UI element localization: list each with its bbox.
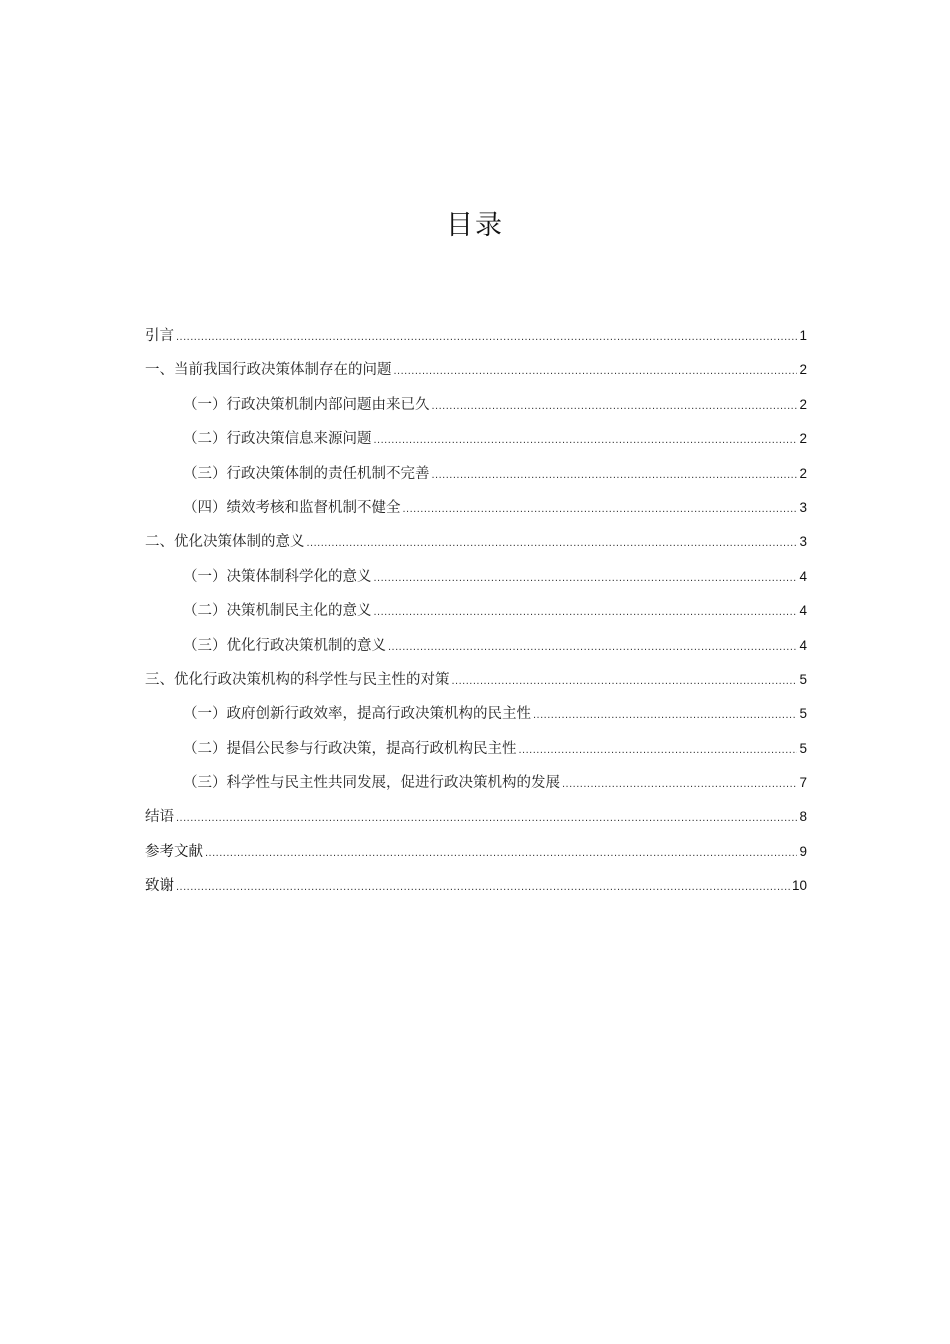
- toc-entry[interactable]: [145, 699, 807, 733]
- dot-leader: [452, 666, 798, 696]
- dot-leader: [388, 632, 797, 662]
- toc-page-number: 2: [799, 431, 807, 447]
- toc-page-number: 7: [799, 775, 807, 791]
- toc-entry[interactable]: [145, 665, 807, 699]
- toc-entry-text: （一）决策体制科学化的意义: [183, 568, 372, 585]
- toc-page-number: 4: [799, 568, 807, 584]
- toc-page-number: 5: [799, 706, 807, 722]
- dot-leader: [562, 769, 797, 799]
- toc-entry-text: （一）政府创新行政效率，提高行政决策机构的民主性: [183, 706, 531, 723]
- toc-entry[interactable]: [145, 424, 807, 458]
- toc-page-number: 3: [799, 499, 807, 515]
- toc-entry[interactable]: [145, 527, 807, 561]
- toc-entry-text: 一、当前我国行政决策体制存在的问题: [145, 362, 392, 379]
- toc-entry[interactable]: [145, 596, 807, 630]
- toc-entry-text: 二、优化决策体制的意义: [145, 534, 305, 551]
- toc-entry[interactable]: [145, 321, 807, 355]
- toc-entry-text: 三、优化行政决策机构的科学性与民主性的对策: [145, 671, 450, 688]
- toc-entry-text: 参考文献: [145, 843, 203, 860]
- toc-entry[interactable]: [145, 459, 807, 493]
- dot-leader: [307, 528, 798, 558]
- toc-page-number: 4: [799, 637, 807, 653]
- toc-list: [145, 321, 807, 906]
- dot-leader: [432, 391, 798, 421]
- toc-entry-text: （三）优化行政决策机制的意义: [183, 637, 386, 654]
- dot-leader: [519, 735, 798, 765]
- toc-entry-text: 引言: [145, 328, 174, 344]
- dot-leader: [374, 563, 798, 593]
- dot-leader: [403, 494, 798, 524]
- dot-leader: [176, 872, 790, 902]
- toc-entry[interactable]: [145, 734, 807, 768]
- toc-entry-text: （二）行政决策信息来源问题: [183, 431, 372, 448]
- toc-entry-text: （三）科学性与民主性共同发展，促进行政决策机构的发展: [183, 775, 560, 792]
- toc-entry[interactable]: [145, 390, 807, 424]
- toc-page-number: 4: [799, 603, 807, 619]
- toc-entry[interactable]: [145, 493, 807, 527]
- toc-page-number: 2: [799, 396, 807, 412]
- toc-page-number: 10: [791, 878, 807, 894]
- toc-page-number: 3: [799, 534, 807, 550]
- dot-leader: [533, 700, 797, 730]
- toc-entry[interactable]: [145, 768, 807, 802]
- dot-leader: [394, 356, 798, 386]
- toc-page-number: 5: [799, 740, 807, 756]
- toc-entry-text: （三）行政决策体制的责任机制不完善: [183, 465, 430, 482]
- toc-entry-text: （四）绩效考核和监督机制不健全: [183, 499, 401, 516]
- dot-leader: [432, 460, 798, 490]
- dot-leader: [374, 425, 798, 455]
- toc-entry-text: 结语: [145, 809, 174, 826]
- dot-leader: [176, 803, 797, 833]
- toc-title: 目录: [446, 210, 504, 241]
- toc-entry[interactable]: [145, 631, 807, 665]
- toc-entry-text: （二）提倡公民参与行政决策，提高行政机构民主性: [183, 740, 517, 757]
- toc-page-number: 5: [799, 671, 807, 687]
- toc-entry[interactable]: [145, 355, 807, 389]
- toc-entry-text: （一）行政决策机制内部问题由来已久: [183, 396, 430, 413]
- toc-page-number: 8: [799, 809, 807, 825]
- dot-leader: [176, 322, 797, 352]
- toc-page-number: 9: [799, 843, 807, 859]
- toc-entry[interactable]: [145, 837, 807, 871]
- toc-entry-text: 致谢: [145, 878, 174, 895]
- toc-entry-text: （二）决策机制民主化的意义: [183, 603, 372, 620]
- toc-entry[interactable]: [145, 871, 807, 905]
- dot-leader: [374, 597, 798, 627]
- toc-page-number: 2: [799, 362, 807, 378]
- toc-entry[interactable]: [145, 802, 807, 836]
- toc-page-number: 1: [799, 328, 807, 343]
- toc-entry[interactable]: [145, 562, 807, 596]
- toc-page-number: 2: [799, 465, 807, 481]
- dot-leader: [205, 838, 797, 868]
